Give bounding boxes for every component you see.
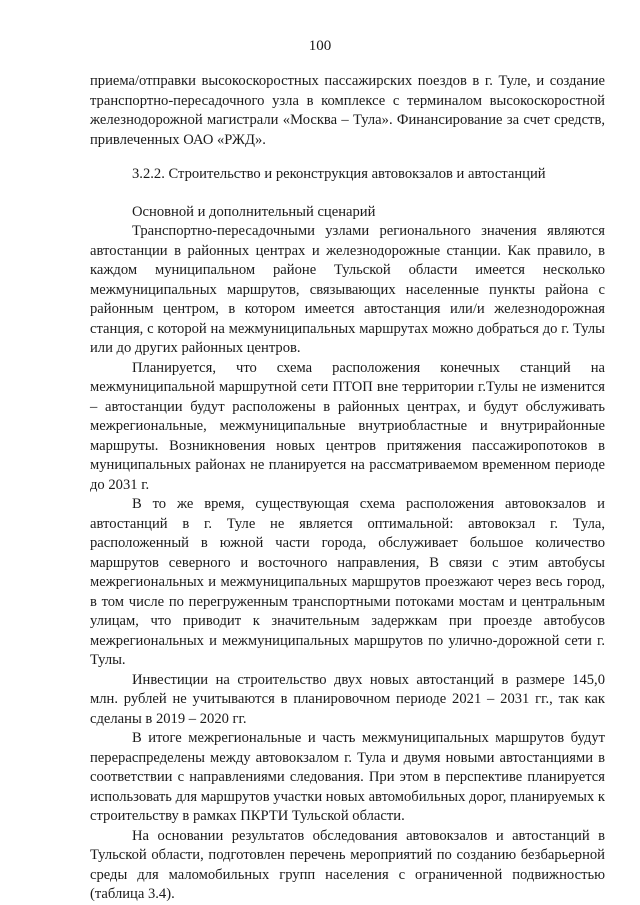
paragraph-current-scheme: В то же время, существующая схема расположения автовокзалов и автостанций в г. Туле не является оптимальной: автовокзал г. Тула, расположенный в южной части города, обслуживает большое количество маршрутов северного и восточного направления, В связи с этим автобусы межрегиональных и межмуниципальных маршрутов проезжают через весь город, в том числе по перегруженным транспортными потоками мостам и центральным улицам, что приводит к значительным задержкам при проезде автобусов межрегиональных и межмуниципальных маршрутов по улично-дорожной сети г. Тулы. — [90, 496, 605, 668]
paragraph-terminal-plan: Планируется, что схема расположения конечных станций на межмуниципальной маршрутной сети ПТОП вне территории г.Тулы не изменится – автостанции будут расположены в районных центрах, и будут обслуживать межрегиональные, межмуниципальные внутриобластные и внутрирайонные маршруты. Возникновения новых центров притяжения пассажиропотоков в муниципальных районах не планируется на рассматриваемом временном периоде до 2031 г. — [90, 359, 605, 493]
section-heading: 3.2.2. Строительство и реконструкция автовокзалов и автостанций — [132, 166, 546, 182]
paragraph-accessibility: На основании результатов обследования автовокзалов и автостанций в Тульской области, подготовлен перечень мероприятий по созданию безбарьерной среды для маломобильных групп населения с ограниченной подвижностью (таблица 3.4). — [90, 827, 605, 902]
scenario-label: Основной и дополнительный сценарий — [132, 203, 376, 220]
paragraph-investments: Инвестиции на строительство двух новых автостанций в размере 145,0 млн. рублей не учитываются в планировочном периоде 2021 – 2031 гг., так как сделаны в 2019 – 2020 гг. — [90, 671, 605, 727]
intro-paragraph: приема/отправки высокоскоростных пассажирских поездов в г. Туле, и создание транспортно-пересадочного узла в комплексе с терминалом высокоскоростной железнодорожной магистрали «Москва – Тула». Финансирование за счет средств, привлеченных ОАО «РЖД». — [90, 73, 605, 148]
paragraph-route-redistribution: В итоге межрегиональные и часть межмуниципальных маршрутов будут перераспределены между автовокзалом г. Тула и двумя новыми автостанциями в соответствии с направлениями следования. При этом в перспективе планируется использовать для маршрутов участки новых автомобильных дорог, планируемых к строительству в рамках ПКРТИ Тульской области. — [90, 730, 605, 824]
paragraph-regional-hubs: Транспортно-пересадочными узлами регионального значения являются автостанции в районных центрах и железнодорожные станции. Как правило, в каждом муниципальном районе Тульской области имеется несколько межмуниципальных маршрутов, связывающих населенные пункты района с районным центром, в котором имеется автостанция или/и железнодорожная станция, с которой на межмуниципальных маршрутах можно добраться до г. Тулы или до других районных центров. — [90, 223, 605, 356]
document-body — [90, 72, 605, 905]
page-number: 100 — [308, 38, 332, 54]
